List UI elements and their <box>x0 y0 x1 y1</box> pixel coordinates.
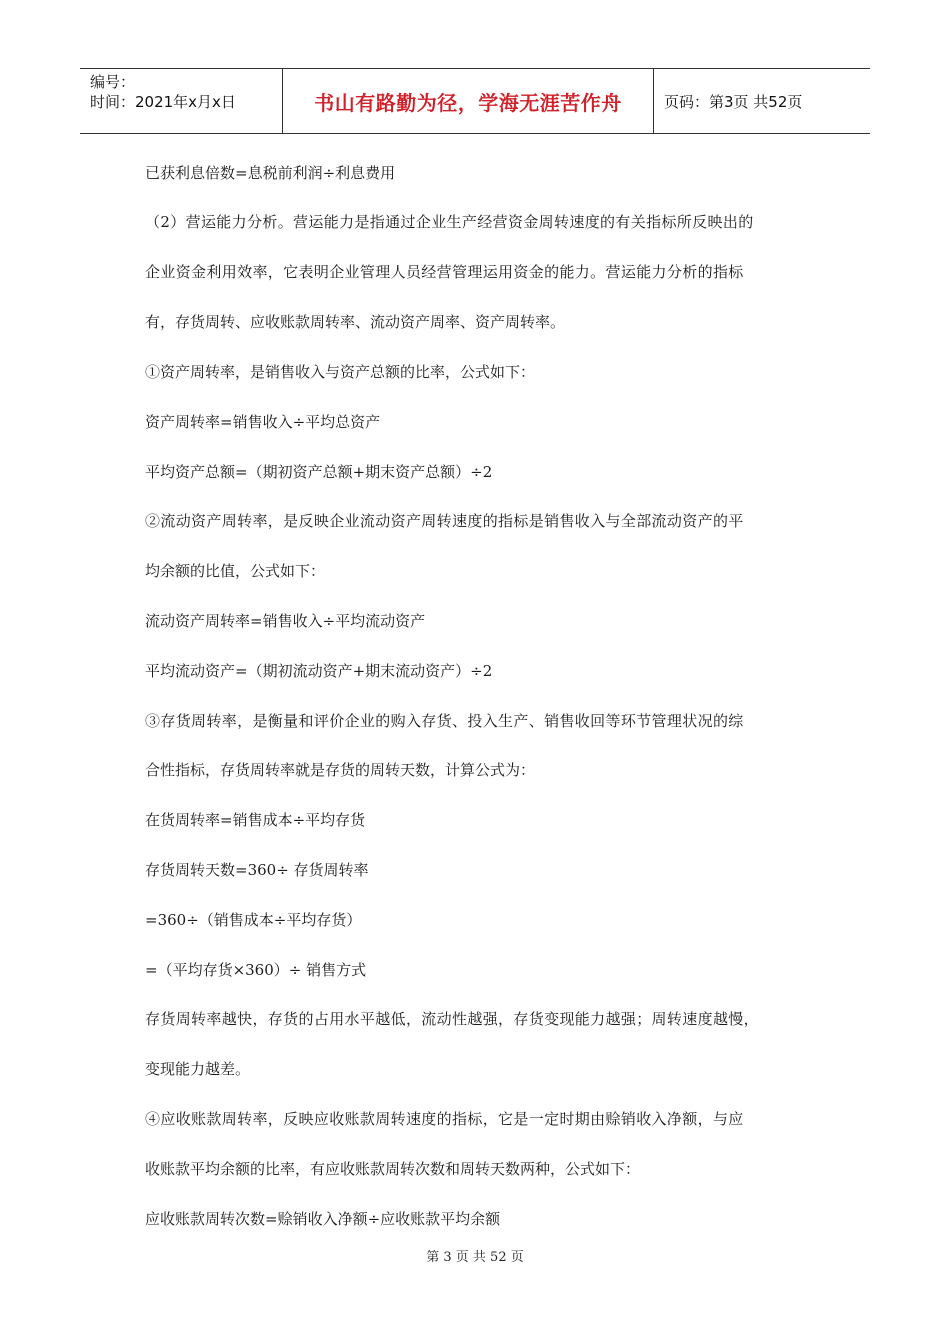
text-line: =（平均存货×360）÷ 销售方式 <box>145 961 367 979</box>
text-line: 资产周转率=销售收入÷平均总资产 <box>145 413 381 431</box>
text-line: 应收账款周转次数=赊销收入净额÷应收账款平均余额 <box>145 1210 501 1228</box>
text-line: 在货周转率=销售成本÷平均存货 <box>145 811 366 829</box>
text-line: 平均流动资产=（期初流动资产+期末流动资产）÷2 <box>145 662 493 680</box>
text-line: 平均资产总额=（期初资产总额+期末资产总额）÷2 <box>145 463 493 481</box>
text-line: 企业资金利用效率，它表明企业管理人员经营管理运用资金的能力。营运能力分析的指标 <box>145 263 744 281</box>
text-line: 流动资产周转率=销售收入÷平均流动资产 <box>145 612 426 630</box>
text-line: 存货周转天数=360÷ 存货周转率 <box>145 861 369 879</box>
text-line: ④应收账款周转率，反映应收账款周转速度的指标，它是一定时期由赊销收入净额，与应 <box>145 1110 744 1128</box>
page-header <box>80 68 870 134</box>
text-line: ③存货周转率，是衡量和评价企业的购入存货、投入生产、销售收回等环节管理状况的综 <box>145 712 744 730</box>
header-meta <box>80 69 283 133</box>
text-line: ②流动资产周转率，是反映企业流动资产周转速度的指标是销售收入与全部流动资产的平 <box>145 512 744 530</box>
document-id-label: 编号： <box>90 73 136 91</box>
header-motto: 书山有路勤为径，学海无涯苦作舟 <box>283 69 654 133</box>
text-line: ①资产周转率，是销售收入与资产总额的比率，公式如下： <box>145 363 536 381</box>
text-line: 已获利息倍数=息税前利润÷利息费用 <box>145 164 396 182</box>
text-line: =360÷（销售成本÷平均存货） <box>145 911 362 929</box>
page-footer: 第 3 页 共 52 页 <box>426 1250 524 1265</box>
header-page-info: 页码：第3页 共52页 <box>664 92 803 111</box>
text-line: 合性指标，存货周转率就是存货的周转天数，计算公式为： <box>145 761 536 779</box>
text-line: 收账款平均余额的比率，有应收账款周转次数和周转天数两种，公式如下： <box>145 1160 641 1178</box>
text-line: 变现能力越差。 <box>145 1060 251 1078</box>
text-line: 有，存货周转、应收账款周转率、流动资产周率、资产周转率。 <box>145 313 566 331</box>
text-line: 存货周转率越快，存货的占用水平越低，流动性越强，存货变现能力越强；周转速度越慢， <box>145 1010 760 1028</box>
document-date: 时间：2021年x月x日 <box>90 93 236 111</box>
text-line: （2）营运能力分析。营运能力是指通过企业生产经营资金周转速度的有关指标所反映出的 <box>145 213 754 231</box>
text-line: 均余额的比值，公式如下： <box>145 562 326 580</box>
